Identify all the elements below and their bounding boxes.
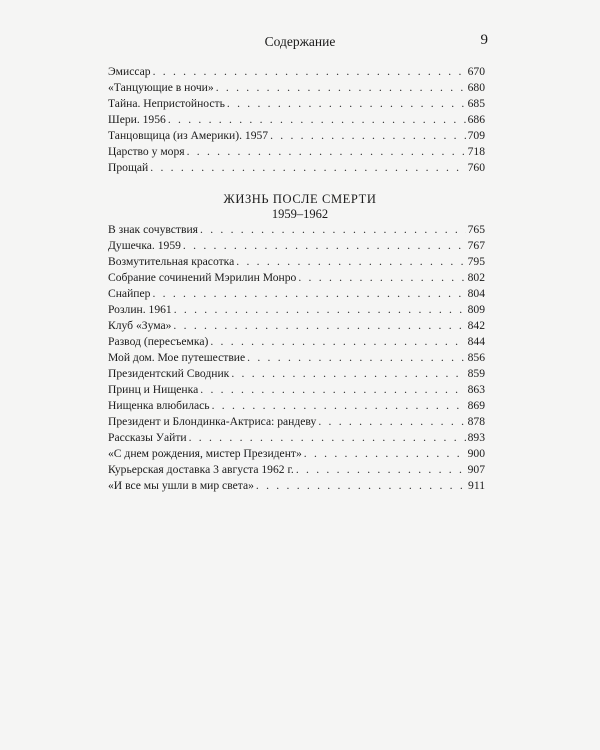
dot-leader	[304, 447, 466, 460]
toc-entry-title: Танцовщица (из Америки). 1957	[108, 129, 269, 142]
dot-leader	[231, 367, 465, 380]
toc-entry-page: 718	[467, 145, 485, 158]
toc-entry-page: 869	[467, 399, 485, 412]
toc-entry-title: «И все мы ушли в мир света»	[108, 479, 254, 492]
dot-leader	[168, 113, 466, 126]
toc-list-part-1	[108, 65, 485, 177]
toc-entry-title: Эмиссар	[108, 65, 151, 78]
dot-leader	[270, 129, 466, 142]
toc-entry	[108, 431, 485, 447]
toc-entry	[108, 97, 485, 113]
toc-entry-title: Мой дом. Мое путешествие	[108, 351, 246, 364]
toc-entry-title: Душечка. 1959	[108, 239, 181, 252]
dot-leader	[187, 145, 466, 158]
toc-entry-title: Президент и Блондинка-Актриса: рандеву	[108, 415, 317, 428]
toc-entry	[108, 447, 485, 463]
toc-entry-page: 686	[467, 113, 485, 126]
toc-entry	[108, 383, 485, 399]
toc-entry-page: 767	[467, 239, 485, 252]
toc-entry-title: Клуб «Зума»	[108, 319, 172, 332]
toc-entry-title: Снайпер	[108, 287, 151, 300]
toc-entry-title: Президентский Сводник	[108, 367, 230, 380]
toc-entry-title: Розлин. 1961	[108, 303, 172, 316]
running-head	[0, 32, 600, 52]
dot-leader	[227, 97, 466, 110]
dot-leader	[256, 479, 466, 492]
toc-entry-page: 709	[467, 129, 485, 142]
toc-entry-page: 859	[467, 367, 485, 380]
toc-entry-page: 670	[467, 65, 485, 78]
dot-leader	[183, 239, 466, 252]
dot-leader	[298, 271, 465, 284]
toc-entry	[108, 129, 485, 145]
page-number: 9	[480, 32, 488, 48]
section-heading: ЖИЗНЬ ПОСЛЕ СМЕРТИ	[223, 192, 377, 206]
toc-entry-title: Собрание сочинений Мэрилин Монро	[108, 271, 297, 284]
toc-entry	[108, 463, 485, 479]
toc-entry-page: 760	[467, 161, 485, 174]
toc-entry	[108, 113, 485, 129]
dot-leader	[216, 81, 466, 94]
toc-entry-page: 795	[467, 255, 485, 268]
toc-entry-page: 863	[467, 383, 485, 396]
toc-entry	[108, 479, 485, 495]
dot-leader	[210, 335, 465, 348]
toc-entry	[108, 415, 485, 431]
toc-entry-page: 911	[468, 479, 485, 492]
toc-entry-title: Прощай	[108, 161, 149, 174]
toc-entry-page: 765	[467, 223, 485, 236]
toc-entry	[108, 303, 485, 319]
toc-entry	[108, 145, 485, 161]
dot-leader	[150, 161, 465, 174]
dot-leader	[173, 319, 465, 332]
dot-leader	[247, 351, 465, 364]
toc-entry-title: «С днем рождения, мистер Президент»	[108, 447, 302, 460]
toc-entry-title: Нищенка влюбилась	[108, 399, 210, 412]
toc-entry	[108, 161, 485, 177]
toc-entry-page: 809	[467, 303, 485, 316]
toc-entry-title: Принц и Нищенка	[108, 383, 199, 396]
dot-leader	[200, 223, 466, 236]
toc-entry-page: 680	[467, 81, 485, 94]
dot-leader	[174, 303, 466, 316]
toc-entry-title: Курьерская доставка 3 августа 1962 г.	[108, 463, 294, 476]
toc-entry-title: Тайна. Непристойность	[108, 97, 225, 110]
toc-entry-title: Развод (пересъемка)	[108, 335, 209, 348]
dot-leader	[212, 399, 466, 412]
toc-entry-title: Возмутительная красотка	[108, 255, 235, 268]
toc-entry-title: Рассказы Уайти	[108, 431, 187, 444]
toc-entry	[108, 335, 485, 351]
toc-entry	[108, 81, 485, 97]
toc-entry-page: 804	[467, 287, 485, 300]
dot-leader	[236, 255, 465, 268]
dot-leader	[200, 383, 465, 396]
toc-entry-page: 842	[467, 319, 485, 332]
toc-entry-page: 893	[467, 431, 485, 444]
toc-entry	[108, 319, 485, 335]
toc-entry-title: Шери. 1956	[108, 113, 166, 126]
toc-entry	[108, 239, 485, 255]
toc-entry-title: В знак сочувствия	[108, 223, 198, 236]
toc-entry	[108, 367, 485, 383]
toc-entry-page: 907	[467, 463, 485, 476]
toc-entry	[108, 287, 485, 303]
toc-entry-title: Царство у моря	[108, 145, 185, 158]
toc-entry	[108, 223, 485, 239]
running-title: Содержание	[264, 34, 336, 49]
dot-leader	[296, 463, 466, 476]
dot-leader	[189, 431, 466, 444]
toc-entry-page: 685	[467, 97, 485, 110]
toc-list-part-2	[108, 223, 485, 495]
toc-entry	[108, 65, 485, 81]
toc-entry-page: 844	[467, 335, 485, 348]
toc-entry-page: 900	[467, 447, 485, 460]
toc-entry	[108, 271, 485, 287]
toc-entry-page: 802	[467, 271, 485, 284]
toc-entry	[108, 351, 485, 367]
toc-entry-title: «Танцующие в ночи»	[108, 81, 214, 94]
dot-leader	[153, 65, 466, 78]
section-years: 1959–1962	[271, 207, 329, 221]
dot-leader	[152, 287, 465, 300]
toc-entry	[108, 399, 485, 415]
toc-entry-page: 878	[467, 415, 485, 428]
toc-entry-page: 856	[467, 351, 485, 364]
toc-entry	[108, 255, 485, 271]
dot-leader	[318, 415, 465, 428]
